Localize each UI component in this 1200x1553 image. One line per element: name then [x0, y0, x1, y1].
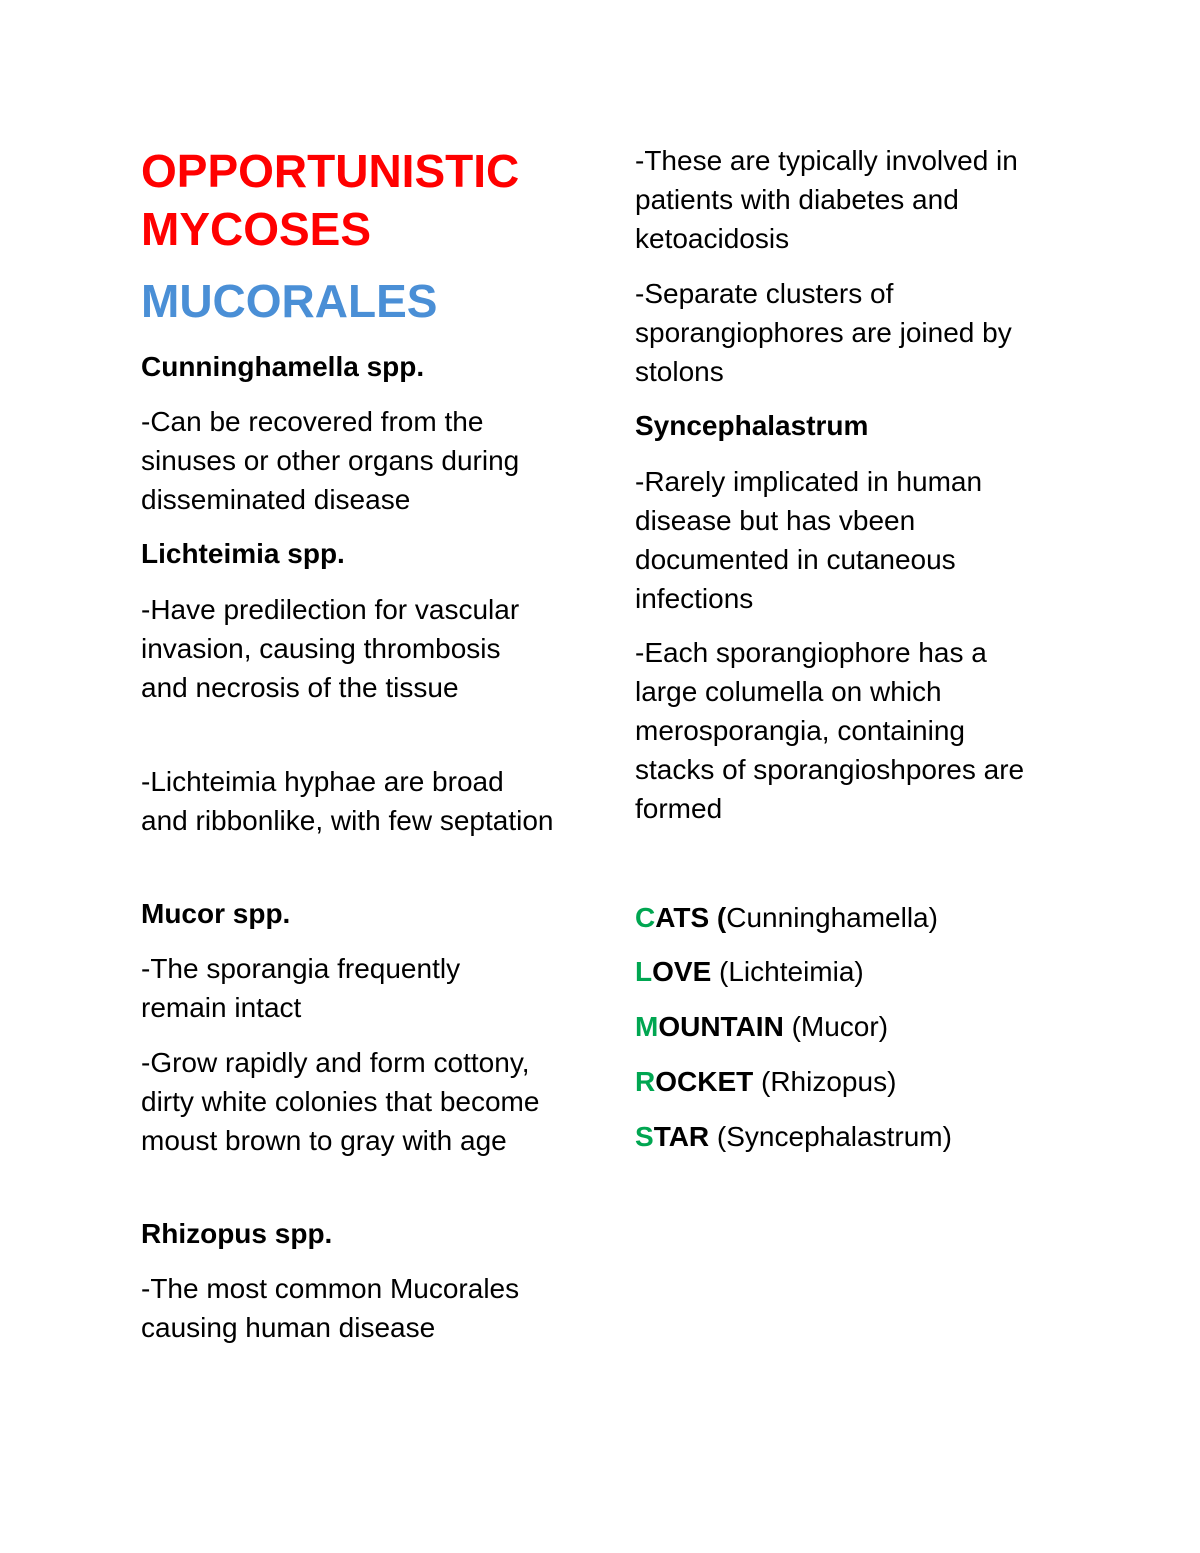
mnemonic-line: [635, 953, 864, 991]
paragraph: -Have predilection for vascular invasion, causing thrombosis and necrosis of the tissue: [141, 594, 520, 703]
page-title: OPPORTUNISTIC MYCOSES: [141, 145, 520, 255]
mnemonic-genus: (Syncephalastrum): [709, 1121, 952, 1152]
paragraph: -The most common Mucorales causing human disease: [141, 1273, 520, 1343]
mnemonic-genus: (Rhizopus): [753, 1066, 897, 1097]
mnemonic-letter: S: [635, 1121, 654, 1152]
mnemonic-line: [635, 1063, 896, 1101]
section-title: MUCORALES: [141, 275, 438, 327]
mnemonic-word: ATS (: [655, 902, 727, 933]
paragraph: -The sporangia frequently remain intact: [141, 953, 461, 1023]
mnemonic-word: OCKET: [655, 1066, 754, 1097]
mnemonic-line: [635, 899, 938, 937]
paragraph: -Lichteimia hyphae are broad and ribbonlike, with few septation: [141, 766, 554, 836]
mnemonic-line: [635, 1118, 952, 1156]
heading-syncephalastrum: Syncephalastrum: [635, 410, 869, 441]
paragraph: -Can be recovered from the sinuses or other organs during disseminated disease: [141, 406, 520, 515]
paragraph: -These are typically involved in patients with diabetes and ketoacidosis: [635, 145, 1018, 254]
mnemonic-genus: (Mucor): [783, 1011, 889, 1042]
mnemonic-line: [635, 1008, 888, 1046]
mnemonic-letter: M: [635, 1011, 659, 1042]
mnemonic-word: OVE: [652, 956, 712, 987]
paragraph: -Grow rapidly and form cottony, dirty white colonies that become moust brown to gray with age: [141, 1047, 540, 1156]
heading-lichteimia: Lichteimia spp.: [141, 538, 345, 569]
mnemonic-genus: (Lichteimia): [711, 956, 864, 987]
paragraph: -Separate clusters of sporangiophores are joined by stolons: [635, 278, 1012, 387]
heading-rhizopus: Rhizopus spp.: [141, 1218, 333, 1249]
mnemonic-letter: C: [635, 902, 656, 933]
paragraph: -Each sporangiophore has a large columella on which merosporangia, containing stacks of sporangioshpores are formed: [635, 637, 1025, 824]
mnemonic-word: TAR: [653, 1121, 710, 1152]
mnemonic-genus: Cunninghamella): [726, 902, 938, 933]
mnemonic-letter: L: [635, 956, 653, 987]
mnemonic-word: OUNTAIN: [658, 1011, 784, 1042]
heading-cunninghamella: Cunninghamella spp.: [141, 351, 425, 382]
mnemonic-letter: R: [635, 1066, 656, 1097]
heading-mucor: Mucor spp.: [141, 898, 291, 929]
paragraph: -Rarely implicated in human disease but has vbeen documented in cutaneous infections: [635, 466, 983, 614]
